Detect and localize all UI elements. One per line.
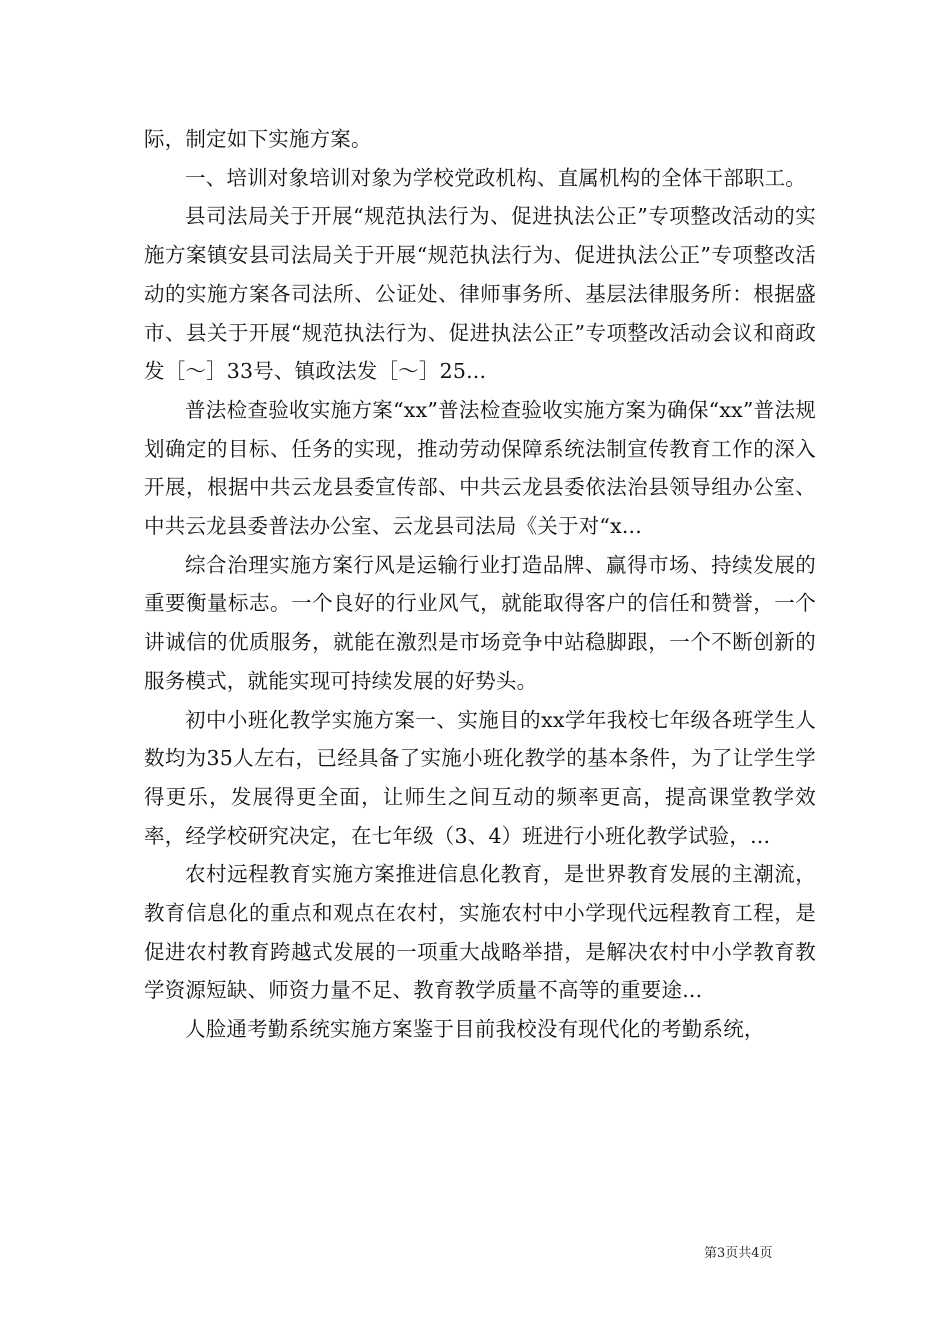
paragraph-justice-bureau: 县司法局关于开展“规范执法行为、促进执法公正”专项整改活动的实施方案镇安县司法局关于开展“规范执法行为、促进执法公正”专项整改活动的实施方案各司法所、公证处、律师事务所、基层法律服务所：根据盛市、县关于开展“规范执法行为、促进执法公正”专项整改活动会议和商政发［～］33号、镇政法发［～］25... (144, 204, 816, 384)
page-number: 第3页共4页 (704, 1246, 773, 1261)
paragraph-small-class-teaching: 初中小班化教学实施方案一、实施目的xx学年我校七年级各班学生人数均为35人左右，已经具备了实施小班化教学的基本条件，为了让学生学得更乐，发展得更全面，让师生之间互动的频率更高，提高课堂教学效率，经学校研究决定，在七年级（3、4）班进行小班化教学试验，... (144, 707, 816, 848)
paragraph-training-target: 一、培训对象培训对象为学校党政机构、直属机构的全体干部职工。 (185, 165, 806, 190)
paragraph-comprehensive-governance: 综合治理实施方案行风是运输行业打造品牌、赢得市场、持续发展的重要衡量标志。一个良好的行业风气，就能取得客户的信任和赞誉，一个讲诚信的优质服务，就能在激烈是市场竞争中站稳脚跟，一个不断创新的服务模式，就能实现可持续发展的好势头。 (144, 552, 816, 693)
paragraph-continuation: 际，制定如下实施方案。 (144, 127, 372, 151)
paragraph-rural-remote-education: 农村远程教育实施方案推进信息化教育，是世界教育发展的主潮流，教育信息化的重点和观点在农村，实施农村中小学现代远程教育工程，是促进农村教育跨越式发展的一项重大战略举措，是解决农村中小学教育教学资源短缺、师资力量不足、教育教学质量不高等的重要途... (144, 862, 816, 1003)
document-body (144, 120, 816, 1049)
paragraph-face-attendance: 人脸通考勤系统实施方案鉴于目前我校没有现代化的考勤系统， (185, 1017, 765, 1042)
paragraph-legal-inspection: 普法检查验收实施方案“xx”普法检查验收实施方案为确保“xx”普法规划确定的目标、任务的实现，推动劳动保障系统法制宣传教育工作的深入开展，根据中共云龙县委宣传部、中共云龙县委依法治县领导组办公室、中共云龙县委普法办公室、云龙县司法局《关于对“x... (144, 397, 816, 539)
